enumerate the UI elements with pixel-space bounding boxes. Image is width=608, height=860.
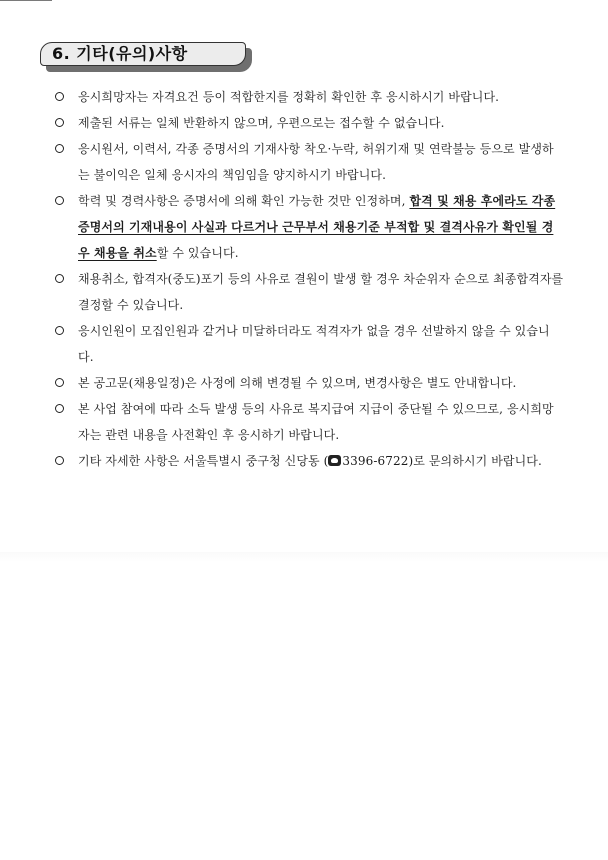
section-title: 6. 기타(유의)사항 — [52, 44, 188, 63]
notice-text: 채용취소, 합격자(중도)포기 등의 사유로 결원이 발생 할 경우 차순위자 순으로 최종합격자를 결정할 수 있습니다. — [78, 272, 564, 312]
notice-text: 응시인원이 모집인원과 같거나 미달하더라도 적격자가 없을 경우 선발하지 않을 수 있습니다. — [78, 324, 550, 364]
page-band — [0, 552, 608, 562]
notice-text: 학력 및 경력사항은 증명서에 의해 확인 가능한 것만 인정하며, — [78, 194, 410, 208]
notice-item-9 — [52, 448, 564, 474]
notice-text: 기타 자세한 사항은 서울특별시 중구청 신당동 ( — [78, 454, 329, 468]
notice-item-1 — [52, 84, 564, 110]
circle-bullet-icon — [55, 378, 64, 387]
section-header — [40, 42, 256, 72]
telephone-icon — [328, 455, 341, 466]
notice-text: 응시원서, 이력서, 각종 증명서의 기재사항 착오·누락, 허위기재 및 연락불능 등으로 발생하는 불이익은 일체 응시자의 책임임을 양지하시기 바랍니다. — [78, 142, 554, 182]
circle-bullet-icon — [55, 274, 64, 283]
circle-bullet-icon — [55, 326, 64, 335]
notice-list — [52, 84, 564, 474]
notice-text: 할 수 있습니다. — [156, 246, 239, 260]
notice-item-5 — [52, 266, 564, 318]
notice-text: 응시희망자는 자격요건 등이 적합한지를 정확히 확인한 후 응시하시기 바랍니다. — [78, 90, 500, 104]
notice-item-3 — [52, 136, 564, 188]
circle-bullet-icon — [55, 118, 64, 127]
notice-item-7 — [52, 370, 564, 396]
notice-text: )로 문의하시기 바랍니다. — [408, 454, 542, 468]
circle-bullet-icon — [55, 456, 64, 465]
phone-number: 3396-6722 — [342, 454, 409, 468]
notice-item-2 — [52, 110, 564, 136]
notice-item-8 — [52, 396, 564, 448]
notice-item-4 — [52, 188, 564, 266]
circle-bullet-icon — [55, 404, 64, 413]
notice-item-6 — [52, 318, 564, 370]
notice-text: 제출된 서류는 일체 반환하지 않으며, 우편으로는 접수할 수 없습니다. — [78, 116, 445, 130]
circle-bullet-icon — [55, 144, 64, 153]
top-rule — [0, 0, 52, 5]
notice-text: 본 사업 참여에 따라 소득 발생 등의 사유로 복지급여 지급이 중단될 수 있으므로, 응시희망자는 관련 내용을 사전확인 후 응시하기 바랍니다. — [78, 402, 554, 442]
circle-bullet-icon — [55, 196, 64, 205]
notice-text-underlined: 합격 및 채용 후에라도 각종 증명서의 기재내용이 사실과 다르거나 근무부서 채용기준 부적합 및 결격사유가 확인될 경우 채용을 취소 — [78, 194, 556, 260]
notice-text: 본 공고문(채용일정)은 사정에 의해 변경될 수 있으며, 변경사항은 별도 안내합니다. — [78, 376, 517, 390]
circle-bullet-icon — [55, 92, 64, 101]
